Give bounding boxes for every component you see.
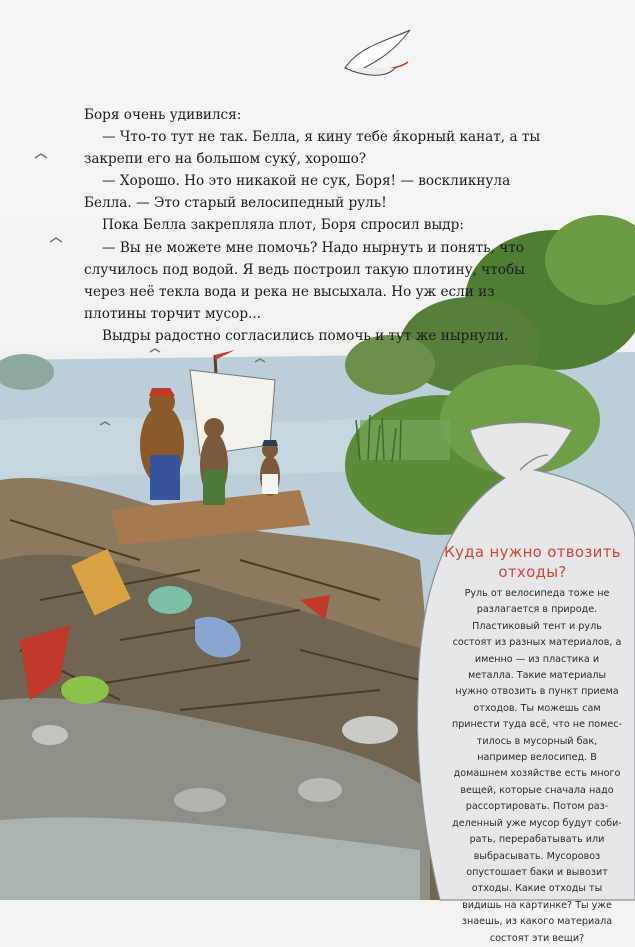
- story-paragraph: — Вы не можете мне помочь? Надо нырнуть и понять, что случилось под водой. Я ведь построил такую плотину, чтобы через неё текла вода и река не высыхала. Но уж если из плотины торчит мусор...: [84, 239, 525, 322]
- story-text: [84, 104, 554, 347]
- story-paragraph: — Что-то тут не так. Белла, я кину тебе я́корный канат, а ты закрепи его на большом суку́, хорошо?: [84, 129, 541, 168]
- story-paragraph: Выдры радостно согласились помочь и тут же нырнули.: [102, 327, 509, 344]
- info-box-text: Руль от велосипеда тоже не разлагается в природе. Пластиковый тент и руль состоят из разных материалов, а именно — из пластика и металла. Такие материалы нужно отвозить в пункт приема отходов. Ты можешь сам принести туда всё, что не поместилось в мусорный бак, например велосипед. В домашнем хозяйстве есть много вещей, которые сначала надо рассортировать. Потом разделенный уже мусор будут собирать, перерабатывать или выбрасывать. Мусоровоз опустошает баки и вывозит отходы. Какие отходы ты видишь на картинке? Ты уже знаешь, из какого материала состоят эти вещи?: [451, 588, 623, 944]
- story-paragraph: — Хорошо. Но это никакой не сук, Боря! — воскликнула Белла. — Это старый велосипедный руль!: [84, 173, 511, 212]
- stork: [345, 30, 410, 75]
- story-paragraph: Пока Белла закрепляла плот, Боря спросил выдр:: [102, 217, 464, 234]
- frog: [61, 676, 109, 704]
- info-box-title: [440, 542, 625, 582]
- story-paragraph: Боря очень удивился:: [84, 107, 242, 123]
- info-title-line: отходы?: [498, 563, 567, 581]
- info-title-line: Куда нужно отвозить: [444, 543, 621, 561]
